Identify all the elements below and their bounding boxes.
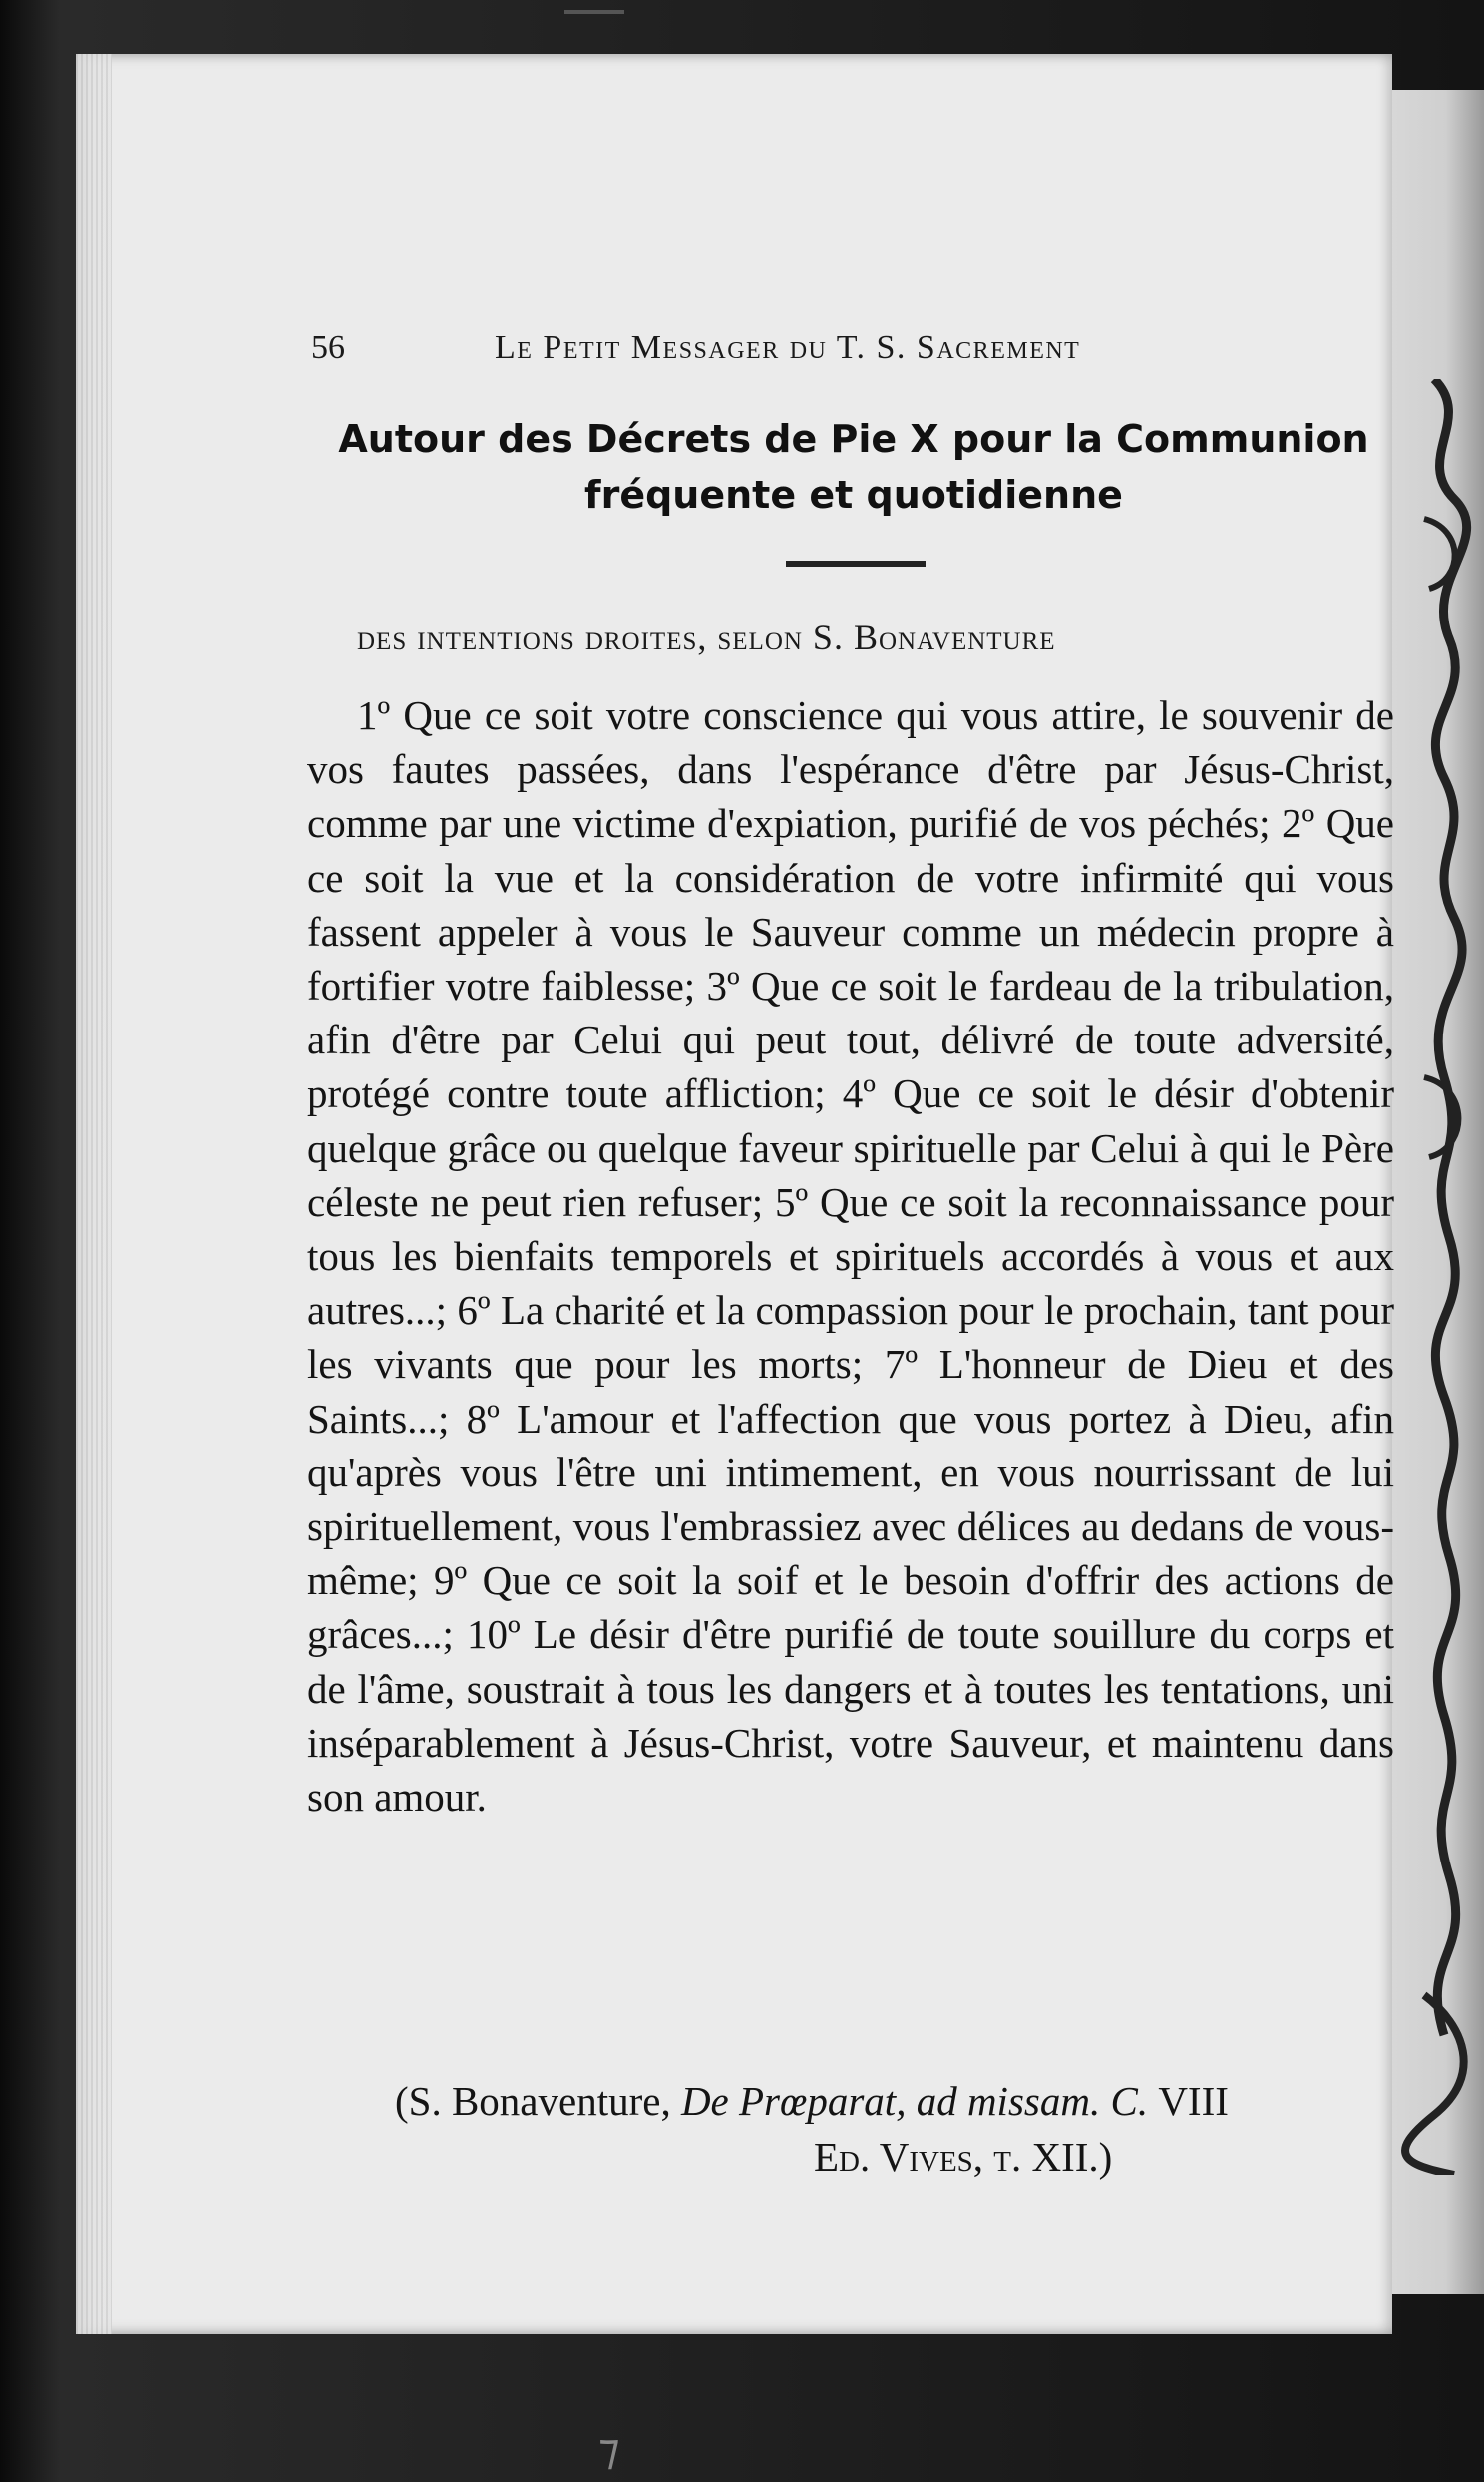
page-number: 56	[311, 329, 345, 366]
article-title-line1: Autour des Décrets de Pie X pour la Communion	[338, 417, 1369, 461]
citation-open: (S. Bonaventure,	[395, 2078, 681, 2124]
scan-artifact-top	[564, 10, 624, 14]
citation	[395, 2073, 1392, 2185]
citation-line2	[395, 2129, 1392, 2185]
body-paragraph: 1º Que ce soit votre conscience qui vous attire, le souvenir de vos fautes passées, dans l'espérance d'être par Jésus-Christ, comme par une victime d'expiation, purifié de vos péchés; 2º Que ce soit la vue et la considération de votre infirmité qui vous fassent appeler à vous le Sauveur comme un médecin propre à fortifier votre faiblesse; 3º Que ce soit le fardeau de la tribulation, afin d'être par Celui qui peut tout, délivré de toute adversité, protégé contre toute affliction; 4º Que ce soit le désir d'obtenir quelque grâce ou quelque faveur spirituelle par Celui à qui le Père céleste ne peut rien refuser; 5º Que ce soit la reconnaissance pour tous les bienfaits temporels et spirituels accordés à vous et aux autres...; 6º La charité et la compassion pour le prochain, tant pour les vivants que pour les morts; 7º L'honneur de Dieu et des Saints...; 8º L'amour et l'affection que vous portez à Dieu, afin qu'après vous l'être uni intimement, en vous nourrissant de lui spirituellement, vous l'embrassiez avec délices au dedans de vous-même; 9º Que ce soit la soif et le besoin d'offrir des actions de grâces...; 10º Le désir d'être purifié de toute souillure du corps et de l'âme, soustrait à tous les dangers et à toutes les tentations, uni inséparablement à Jésus-Christ, votre Sauveur, et maintenu dans son amour.	[307, 692, 1394, 1821]
journal-title: Le Petit Messager du T. S. Sacrement	[495, 329, 1081, 366]
citation-line1	[395, 2073, 1392, 2129]
article-title-line2: fréquente et quotidienne	[584, 473, 1123, 517]
citation-edition: Ed. Vives, t. XII.)	[814, 2134, 1113, 2180]
page-stack-edge	[76, 54, 112, 2334]
citation-chapter: VIII	[1158, 2078, 1229, 2124]
article-title	[305, 411, 1402, 523]
decorative-border-ornament	[1394, 379, 1484, 2175]
running-head	[311, 329, 1249, 377]
citation-work: De Prœparat, ad missam. C.	[680, 2078, 1159, 2124]
title-divider	[786, 561, 926, 567]
scan-artifact-bottom: ⁊	[598, 2424, 620, 2475]
section-heading: des intentions droites, selon S. Bonaventure	[357, 618, 1056, 657]
body-text	[307, 688, 1394, 1824]
